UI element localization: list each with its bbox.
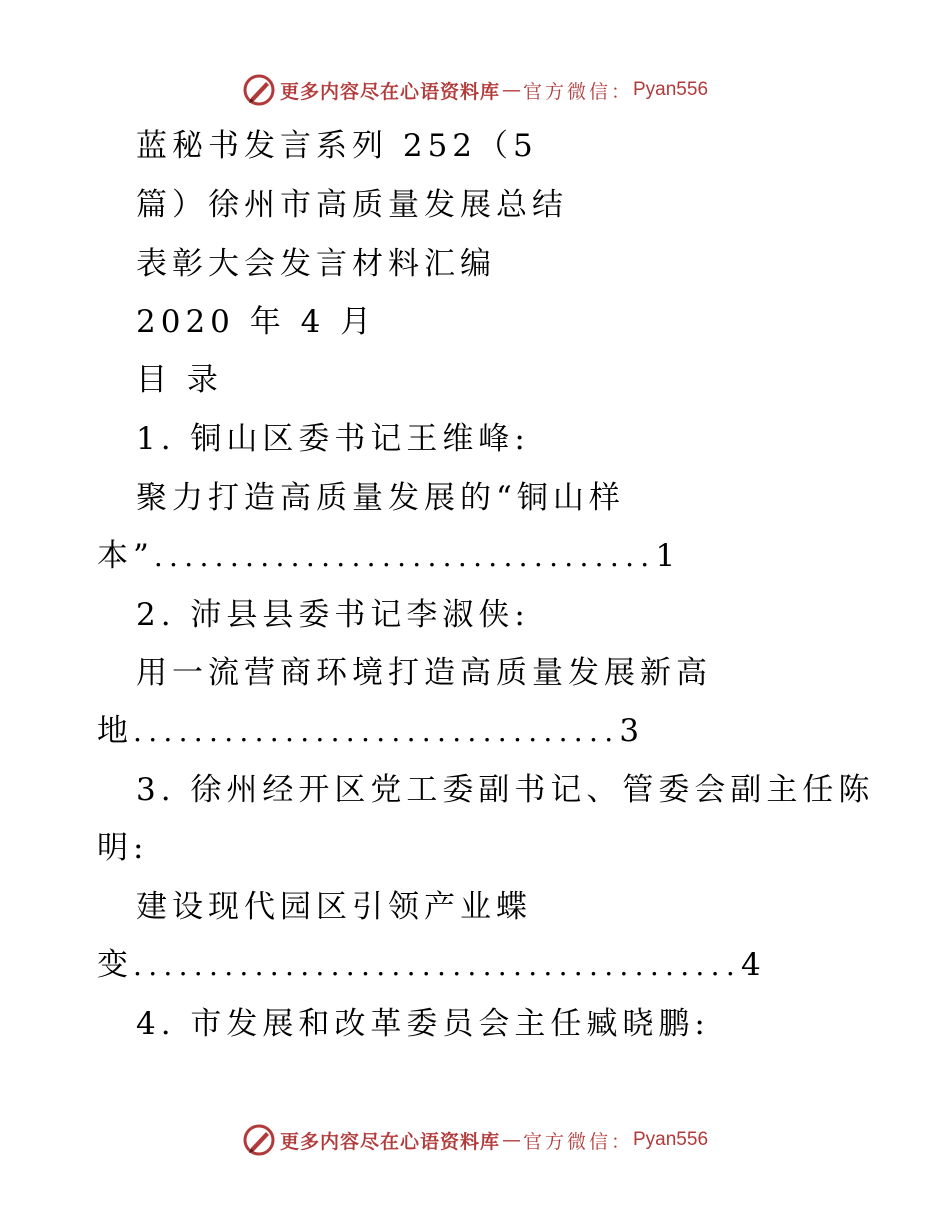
banner-wechat-id: Pyan556 — [633, 79, 709, 100]
toc-entry-3-title-end: 变 — [97, 947, 133, 983]
banner-main-text: 更多内容尽在心语资料库 — [279, 1130, 500, 1153]
toc-entry-2-dots: ................................ — [133, 715, 620, 748]
toc-entry-1-title: 聚力打造高质量发展的“铜山样 — [136, 480, 625, 516]
banner-wechat-label: 官方微信： — [522, 80, 633, 103]
banner-main-text: 更多内容尽在心语资料库 — [279, 80, 500, 103]
banner-wechat-label: 官方微信： — [522, 1130, 633, 1153]
document-date: 2020 年 4 月 — [136, 304, 377, 340]
toc-entry-1-speaker: 1. 铜山区委书记王维峰: — [136, 421, 530, 457]
header-banner — [0, 70, 950, 110]
toc-entry-1-page: 1 — [655, 538, 676, 574]
toc-entry-1-title-end: 本” — [97, 538, 154, 574]
toc-heading: 目 录 — [136, 362, 223, 398]
toc-entry-2-page: 3 — [619, 713, 640, 749]
title-line-3: 表彰大会发言材料汇编 — [136, 246, 496, 282]
pen-logo-icon — [242, 1123, 276, 1157]
banner-wechat-id: Pyan556 — [633, 1129, 709, 1150]
banner-separator: — — [501, 1129, 521, 1151]
toc-entry-3-leader[interactable] — [97, 945, 761, 986]
pen-logo-icon — [242, 73, 276, 107]
title-line-2: 篇）徐州市高质量发展总结 — [136, 187, 568, 223]
toc-entry-1-dots: ................................. — [153, 540, 656, 573]
title-line-1: 蓝秘书发言系列 252（5 — [136, 128, 538, 164]
footer-banner — [0, 1120, 950, 1160]
toc-entry-3-speaker-cont: 明: — [97, 830, 149, 866]
toc-entry-2-speaker: 2. 沛县县委书记李淑侠: — [136, 597, 530, 633]
toc-entry-3-page: 4 — [741, 947, 761, 983]
banner-separator: — — [501, 79, 521, 101]
toc-entry-1-leader[interactable] — [97, 536, 675, 577]
toc-entry-4-speaker: 4. 市发展和改革委员会主任臧晓鹏: — [136, 1006, 710, 1042]
toc-entry-3-dots: ........................................ — [133, 949, 742, 982]
toc-entry-3-speaker: 3. 徐州经开区党工委副书记、管委会副主任陈 — [136, 772, 875, 808]
toc-entry-2-title: 用一流营商环境打造高质量发展新高 — [136, 655, 712, 691]
toc-entry-3-title: 建设现代园区引领产业蝶 — [136, 889, 532, 925]
toc-entry-2-title-end: 地 — [97, 713, 133, 749]
toc-entry-2-leader[interactable] — [97, 711, 639, 752]
